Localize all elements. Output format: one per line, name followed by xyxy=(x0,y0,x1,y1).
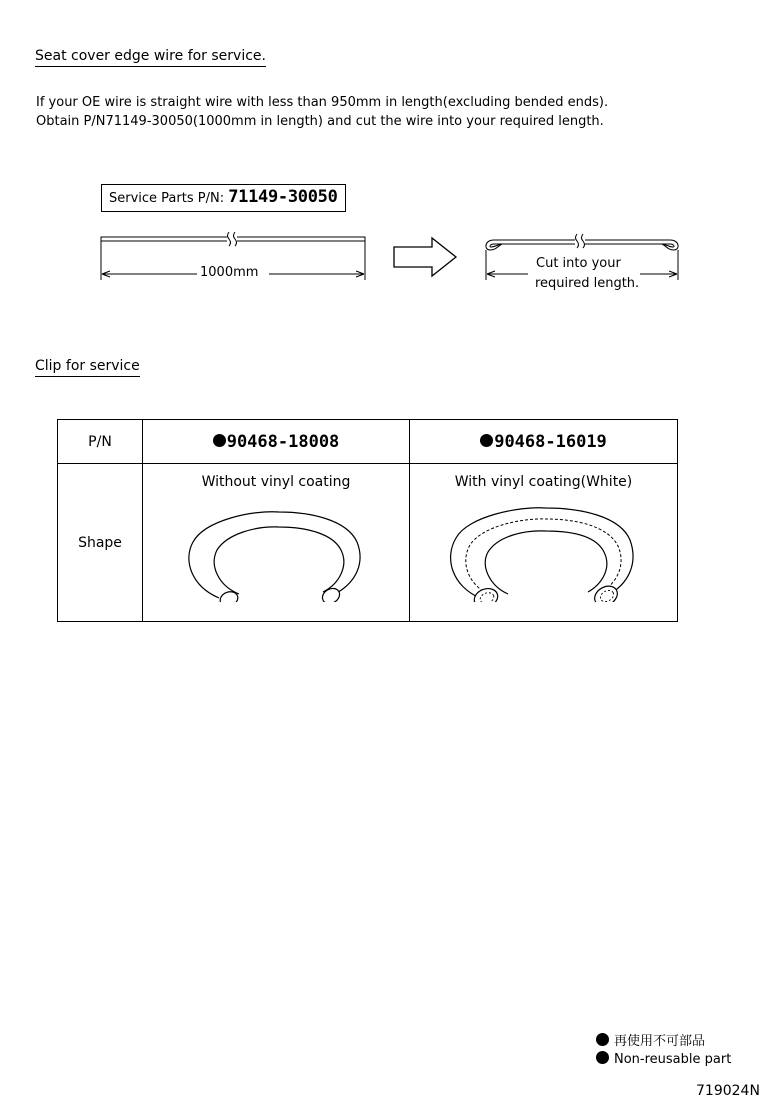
clip-2-caption: With vinyl coating(White) xyxy=(454,474,633,490)
arrow-right-icon xyxy=(392,236,462,278)
clip-1-pn-cell xyxy=(143,420,410,464)
clip-table xyxy=(57,419,678,622)
pn-header: P/N xyxy=(88,433,112,450)
shape-header: Shape xyxy=(78,534,122,551)
non-reusable-dot-icon xyxy=(213,434,226,447)
wire-section-heading: Seat cover edge wire for service. xyxy=(35,48,266,67)
clip-1-shape-cell xyxy=(143,464,410,622)
service-parts-number: 71149-30050 xyxy=(228,187,338,207)
clip-uncoated-icon xyxy=(143,490,409,602)
non-reusable-dot-icon xyxy=(596,1051,609,1064)
non-reusable-dot-icon xyxy=(480,434,493,447)
legend-japanese xyxy=(596,1030,705,1049)
clip-2-shape-cell xyxy=(410,464,678,622)
clip-1-pn: 90468-18008 xyxy=(226,431,340,452)
length-label: 1000mm xyxy=(200,265,259,280)
service-parts-label: Service Parts P/N: xyxy=(109,191,225,206)
clip-1-caption: Without vinyl coating xyxy=(201,474,351,490)
pn-header-cell xyxy=(58,420,143,464)
cut-instruction-line-2: required length. xyxy=(535,276,640,291)
clip-section-heading: Clip for service xyxy=(35,358,140,377)
legend-english xyxy=(596,1051,731,1067)
legend-english-text: Non-reusable part xyxy=(614,1052,732,1067)
figure-code: 719024N xyxy=(696,1083,760,1099)
legend-japanese-text: 再使用不可部品 xyxy=(614,1034,706,1049)
clip-vinyl-coated-icon xyxy=(410,490,677,602)
service-parts-box xyxy=(101,184,346,212)
clip-2-pn: 90468-16019 xyxy=(494,431,607,452)
non-reusable-dot-icon xyxy=(596,1033,609,1046)
cut-instruction-line-1: Cut into your xyxy=(536,256,621,271)
shape-header-cell xyxy=(58,464,143,622)
wire-instruction-line-2: Obtain P/N71149-30050(1000mm in length) and cut the wire into your required length. xyxy=(36,114,604,129)
clip-2-pn-cell xyxy=(410,420,678,464)
wire-instruction-line-1: If your OE wire is straight wire with less than 950mm in length(excluding bended ends). xyxy=(36,95,609,110)
